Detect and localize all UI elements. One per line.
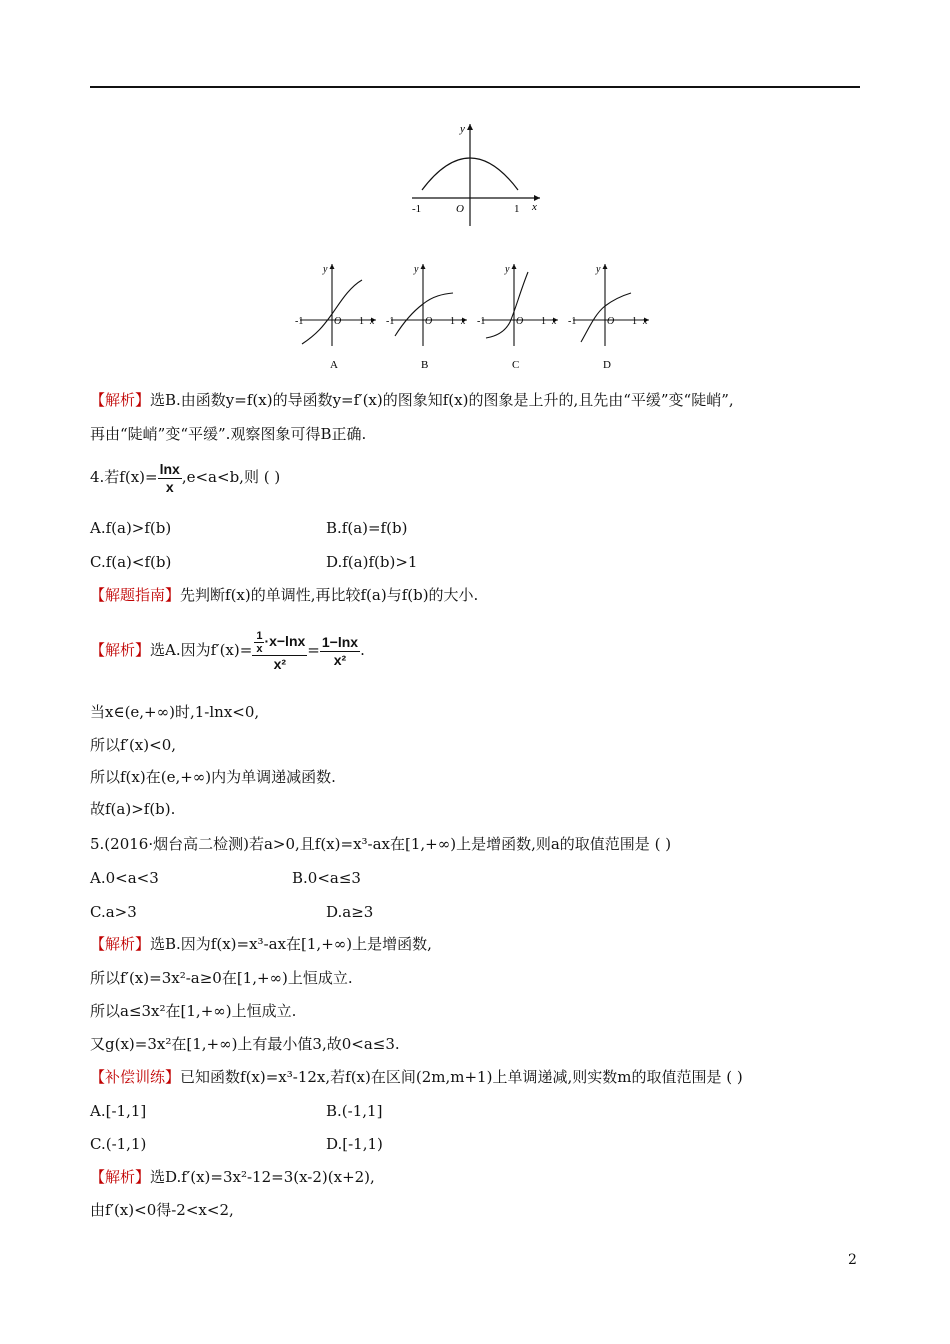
fig-a-y-label: y bbox=[323, 264, 328, 275]
fig-c-pos-one: 1 bbox=[541, 316, 546, 327]
supp-stem bbox=[90, 1067, 743, 1087]
fig-a-pos-one: 1 bbox=[359, 316, 364, 327]
q4-option-c: C.f(a)<f(b) bbox=[90, 553, 172, 571]
q4-stem bbox=[90, 458, 280, 496]
fig-a-origin: O bbox=[334, 316, 342, 327]
fig-b-letter: B bbox=[421, 359, 429, 371]
q5-option-a: A.0<a<3 bbox=[90, 869, 159, 887]
q4-frac-denominator: x bbox=[165, 478, 174, 495]
fig-c-letter: C bbox=[512, 359, 520, 371]
q5-analysis-line1 bbox=[90, 934, 432, 954]
fig-b-y-label: y bbox=[414, 264, 419, 275]
q5-analysis-line3: 所以a≤3x²在[1,+∞)上恒成立. bbox=[90, 1002, 297, 1020]
supp-analysis-line2: 由f′(x)<0得-2<x<2, bbox=[90, 1201, 234, 1219]
fig-d-pos-one: 1 bbox=[632, 316, 637, 327]
q5-analysis-line4: 又g(x)=3x²在[1,+∞)上有最小值3,故0<a≤3. bbox=[90, 1035, 400, 1053]
q5-option-b: B.0<a≤3 bbox=[292, 869, 361, 887]
q4-derivative-fraction bbox=[252, 630, 307, 673]
q4-inner-fraction bbox=[254, 630, 264, 655]
q4-frac-numerator: lnx bbox=[159, 460, 180, 477]
supp-option-c: C.(-1,1) bbox=[90, 1135, 147, 1153]
option-graph-b bbox=[383, 258, 473, 374]
supp-option-b: B.(-1,1] bbox=[326, 1102, 383, 1120]
q3-analysis-line2: 再由“陡峭”变“平缓”.观察图象可得B正确. bbox=[90, 425, 367, 443]
fig-d-x-label: x bbox=[643, 316, 648, 327]
supp-analysis-text1: 选D.f′(x)=3x²-12=3(x-2)(x+2), bbox=[150, 1168, 375, 1186]
supp-stem-text: 已知函数f(x)=x³-12x,若f(x)在区间(2m,m+1)上单调递减,则实数m的取值范围是 ( ) bbox=[180, 1068, 743, 1086]
q4-analysis-line1: 当x∈(e,+∞)时,1-lnx<0, bbox=[90, 703, 260, 721]
fig-a-x-label: x bbox=[370, 316, 375, 327]
fig-top-origin: O bbox=[456, 203, 464, 215]
page-number: 2 bbox=[848, 1252, 857, 1268]
fig-d-origin: O bbox=[607, 316, 615, 327]
q4-period: . bbox=[360, 641, 365, 659]
q4-stem-fraction bbox=[158, 461, 182, 496]
q4-analysis bbox=[90, 622, 365, 678]
option-graph-c bbox=[474, 258, 564, 374]
q3-analysis-line1 bbox=[90, 390, 734, 410]
q4-stem-pre: 4.若f(x)= bbox=[90, 468, 158, 486]
supp-option-a: A.[-1,1] bbox=[90, 1102, 147, 1120]
q5-analysis-line2: 所以f′(x)=3x²-a≥0在[1,+∞)上恒成立. bbox=[90, 969, 353, 987]
q4-inner-den: x bbox=[256, 642, 263, 655]
fig-a-neg-one: -1 bbox=[295, 316, 304, 327]
fig-top-neg-one: -1 bbox=[412, 203, 422, 215]
q4-stem-post: ,e<a<b,则 ( ) bbox=[181, 468, 281, 486]
q4-guide bbox=[90, 585, 478, 605]
q4-guide-tag: 【解题指南】 bbox=[90, 586, 181, 604]
q5-option-d: D.a≥3 bbox=[326, 903, 374, 921]
fig-top-x-label: x bbox=[532, 201, 537, 213]
header-rule bbox=[90, 86, 860, 88]
option-graph-a bbox=[292, 258, 382, 374]
q4-analysis-pre: 选A.因为f′(x)= bbox=[150, 641, 253, 659]
derivative-graph-figure bbox=[400, 118, 550, 230]
q4-equals: = bbox=[307, 641, 320, 659]
q4-deriv-num-rest: ·x−lnx bbox=[264, 632, 306, 649]
fig-c-x-label: x bbox=[552, 316, 557, 327]
supp-analysis-tag: 【解析】 bbox=[90, 1168, 151, 1186]
fig-b-origin: O bbox=[425, 316, 433, 327]
fig-c-y-label: y bbox=[505, 264, 510, 275]
supp-tag: 【补偿训练】 bbox=[90, 1068, 181, 1086]
q3-analysis-tag: 【解析】 bbox=[90, 391, 151, 409]
q4-simplified-denominator: x² bbox=[333, 651, 347, 668]
q4-option-b: B.f(a)=f(b) bbox=[326, 519, 408, 537]
q4-deriv-denominator: x² bbox=[273, 655, 287, 672]
q3-analysis-text1: 选B.由函数y=f(x)的导函数y=f′(x)的图象知f(x)的图象是上升的,且先由“平缓”变“陡峭”, bbox=[150, 391, 734, 409]
q4-simplified-numerator: 1−lnx bbox=[321, 633, 359, 650]
fig-a-letter: A bbox=[330, 359, 338, 371]
fig-b-pos-one: 1 bbox=[450, 316, 455, 327]
q5-stem: 5.(2016·烟台高二检测)若a>0,且f(x)=x³-ax在[1,+∞)上是增函数,则a的取值范围是 ( ) bbox=[90, 835, 672, 853]
fig-d-y-label: y bbox=[596, 264, 601, 275]
q4-option-d: D.f(a)f(b)>1 bbox=[326, 553, 418, 571]
option-graph-d bbox=[565, 258, 655, 374]
supp-analysis-line1 bbox=[90, 1167, 375, 1187]
q5-analysis-tag: 【解析】 bbox=[90, 935, 151, 953]
fig-top-y-label: y bbox=[460, 123, 465, 135]
q4-analysis-line4: 故f(a)>f(b). bbox=[90, 800, 176, 818]
fig-top-pos-one: 1 bbox=[514, 203, 520, 215]
fig-d-letter: D bbox=[603, 359, 611, 371]
supp-option-d: D.[-1,1) bbox=[326, 1135, 383, 1153]
fig-c-origin: O bbox=[516, 316, 524, 327]
q5-option-c: C.a>3 bbox=[90, 903, 137, 921]
q4-inner-num: 1 bbox=[256, 629, 263, 642]
q4-simplified-fraction bbox=[320, 634, 360, 669]
fig-b-neg-one: -1 bbox=[386, 316, 395, 327]
fig-b-x-label: x bbox=[461, 316, 466, 327]
q4-option-a: A.f(a)>f(b) bbox=[90, 519, 172, 537]
q4-deriv-numerator bbox=[252, 630, 307, 656]
fig-d-neg-one: -1 bbox=[568, 316, 577, 327]
q5-analysis-text1: 选B.因为f(x)=x³-ax在[1,+∞)上是增函数, bbox=[150, 935, 432, 953]
q4-guide-text: 先判断f(x)的单调性,再比较f(a)与f(b)的大小. bbox=[180, 586, 479, 604]
q4-analysis-line3: 所以f(x)在(e,+∞)内为单调递减函数. bbox=[90, 768, 336, 786]
fig-c-neg-one: -1 bbox=[477, 316, 486, 327]
q4-analysis-line2: 所以f′(x)<0, bbox=[90, 736, 177, 754]
q4-analysis-tag: 【解析】 bbox=[90, 641, 151, 659]
